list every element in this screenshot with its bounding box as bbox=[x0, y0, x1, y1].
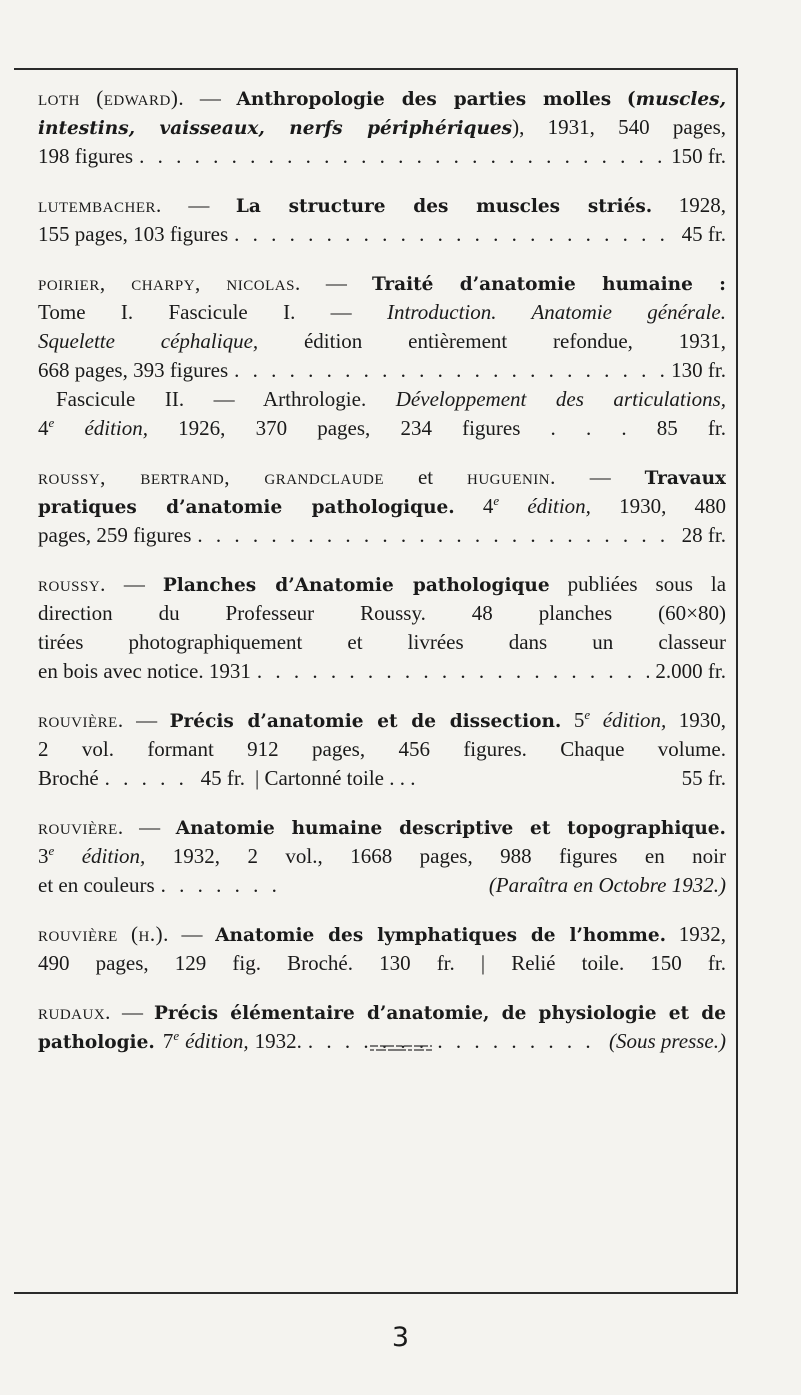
entry-line: pathologie. 7e édition, 1932. . . . (Sous presse.) bbox=[38, 1027, 726, 1056]
entry-author: rouvière. bbox=[38, 708, 124, 732]
catalog-entry bbox=[38, 269, 726, 443]
entry-line: Fascicule II. — Arthrologie. Développement des articulations, bbox=[56, 387, 726, 411]
entry-title: Anatomie humaine descriptive et topographique. bbox=[175, 818, 726, 839]
entry-line: 490 pages, 129 fig. Broché. 130 fr. | Relié toile. 150 fr. bbox=[38, 951, 726, 975]
catalog-entry bbox=[38, 570, 726, 686]
catalog-entry bbox=[38, 84, 726, 171]
entry-line: rouvière. — Anatomie humaine descriptive et topographique. bbox=[38, 815, 726, 839]
catalog-entry bbox=[38, 463, 726, 550]
frame-right-rule bbox=[736, 68, 738, 1294]
entry-title: Planches d’Anatomie pathologique bbox=[162, 575, 550, 596]
entry-details: 1931, 540 pages, bbox=[547, 115, 726, 139]
entry-details: 1928, bbox=[678, 193, 726, 217]
entry-line: loth (edward). — Anthropologie des parties molles (muscles, bbox=[38, 86, 726, 110]
entry-price: 85 fr. bbox=[656, 416, 726, 440]
entry-line: Squelette céphalique, édition entièrement refondue, 1931, bbox=[38, 329, 726, 353]
entry-author: loth (edward). bbox=[38, 86, 185, 110]
entry-line: tirées photographiquement et livrées dans un classeur bbox=[38, 630, 726, 654]
catalog-entry bbox=[38, 706, 726, 793]
entry-line: rudaux. — Précis élémentaire d’anatomie, de physiologie et de bbox=[38, 1000, 726, 1024]
entry-price: 28 fr. bbox=[681, 523, 726, 547]
entry-price: 55 fr. bbox=[681, 766, 726, 790]
entry-note: (Sous presse.) bbox=[608, 1029, 726, 1053]
entry-line: 155 pages, 103 figures . . . 45 fr. bbox=[38, 220, 726, 249]
entry-title: La structure des muscles striés. bbox=[235, 196, 653, 217]
page-number: 3 bbox=[391, 1322, 410, 1353]
entry-line: lutembacher. — La structure des muscles striés. 1928, bbox=[38, 193, 726, 217]
entry-line: et en couleurs . . . (Paraîtra en Octobre 1932.) bbox=[38, 871, 726, 900]
entry-line: 4e édition, 1926, 370 pages, 234 figures . . . 85 fr. bbox=[38, 415, 726, 440]
entry-line: poirier, charpy, nicolas. — Traité d’anatomie humaine : bbox=[38, 271, 726, 295]
entry-line: rouvière (h.). — Anatomie des lymphatiques de l’homme. 1932, bbox=[38, 922, 726, 946]
entry-price: 130 fr. bbox=[671, 358, 726, 382]
entry-line: Tome I. Fascicule I. — Introduction. Anatomie générale. bbox=[38, 300, 726, 324]
entry-line: roussy, bertrand, grandclaude et huguenin. — Travaux bbox=[38, 465, 726, 489]
entry-line: 668 pages, 393 figures . . . 130 fr. bbox=[38, 356, 726, 385]
entry-price: 45 fr. bbox=[681, 222, 726, 246]
catalog-entry bbox=[38, 920, 726, 978]
entry-author: poirier, charpy, nicolas. bbox=[38, 271, 301, 295]
catalog-list bbox=[38, 84, 726, 1076]
entry-title: Traité d’anatomie humaine : bbox=[371, 274, 726, 295]
entry-line: 3e édition, 1932, 2 vol., 1668 pages, 988 figures en noir bbox=[38, 843, 726, 868]
entry-line: pages, 259 figures . . . 28 fr. bbox=[38, 521, 726, 550]
entry-title: Anthropologie des parties molles bbox=[236, 89, 612, 110]
entry-author: roussy, bertrand, grandclaude bbox=[38, 465, 385, 489]
entry-title: Travaux bbox=[644, 468, 726, 489]
catalog-entry bbox=[38, 813, 726, 900]
entry-line: roussy. — Planches d’Anatomie pathologique publiées sous la bbox=[38, 572, 726, 596]
entry-author: rouvière. bbox=[38, 815, 124, 839]
entry-line: intestins, vaisseaux, nerfs périphériques), 1931, 540 pages, bbox=[38, 115, 726, 139]
entry-line: direction du Professeur Roussy. 48 planches (60×80) bbox=[38, 601, 726, 625]
ornament-rule bbox=[370, 1044, 432, 1052]
entry-price: 2.000 fr. bbox=[655, 659, 726, 683]
entry-price: 150 fr. bbox=[671, 144, 726, 168]
entry-title: Précis d’anatomie et de dissection. bbox=[169, 711, 562, 732]
frame-top-rule bbox=[14, 68, 738, 70]
catalog-entry bbox=[38, 191, 726, 249]
entry-author: roussy. bbox=[38, 572, 106, 596]
entry-line: 2 vol. formant 912 pages, 456 figures. Chaque volume. bbox=[38, 737, 726, 761]
entry-line: pratiques d’anatomie pathologique. 4e édition, 1930, 480 bbox=[38, 493, 726, 518]
entry-author: rudaux. bbox=[38, 1000, 111, 1024]
entry-line: rouvière. — Précis d’anatomie et de dissection. 5e édition, 1930, bbox=[38, 707, 726, 732]
entry-line: 198 figures . . . 150 fr. bbox=[38, 142, 726, 171]
entry-title: Précis élémentaire d’anatomie, de physiologie et de bbox=[153, 1003, 726, 1024]
entry-note: (Paraîtra en Octobre 1932.) bbox=[488, 873, 726, 897]
entry-line: en bois avec notice. 1931 . . . 2.000 fr. bbox=[38, 657, 726, 686]
entry-author: lutembacher. bbox=[38, 193, 162, 217]
frame-bottom-rule bbox=[14, 1292, 738, 1294]
entry-author: rouvière (h.). bbox=[38, 922, 169, 946]
entry-line: Broché . . . 45 fr. | Cartonné toile . . . 55 fr. bbox=[38, 764, 726, 793]
entry-title: Anatomie des lymphatiques de l’homme. bbox=[215, 925, 667, 946]
